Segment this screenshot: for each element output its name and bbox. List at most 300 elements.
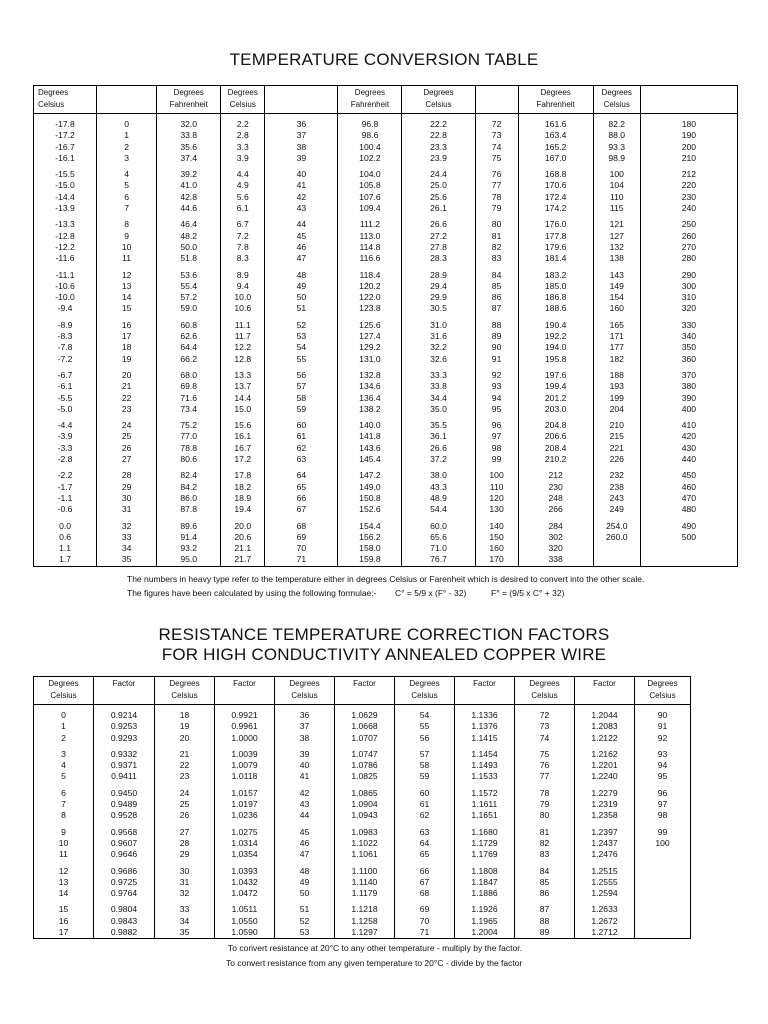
table-cell: 3 [97, 153, 157, 164]
table-cell: 20 [97, 365, 157, 381]
table-cell: 1.0590 [215, 927, 275, 939]
table-cell: 100 [593, 164, 640, 180]
table-cell: 22.8 [402, 130, 475, 141]
table-cell: 40 [275, 760, 335, 771]
table-cell: 1.2162 [575, 744, 635, 760]
table-cell: 98.9 [593, 153, 640, 164]
table-cell: 12.8 [221, 354, 265, 365]
table-cell: 25.0 [402, 180, 475, 191]
table-row [34, 393, 738, 404]
table-cell: 130 [475, 504, 518, 515]
table-cell: 23.9 [402, 153, 475, 164]
table-cell: 0.9411 [94, 771, 155, 782]
column-header [515, 677, 575, 705]
table-cell: 131.0 [338, 354, 402, 365]
table-cell: 204 [593, 404, 640, 415]
table-cell: 7.8 [221, 242, 265, 253]
table-cell: 1.2515 [575, 861, 635, 877]
table-cell: 53 [265, 331, 338, 342]
table-cell: 470 [640, 493, 737, 504]
table-cell: 1.1808 [455, 861, 515, 877]
table-cell: 1.0393 [215, 861, 275, 877]
table-cell: 17.2 [221, 454, 265, 465]
table-row [34, 192, 738, 203]
table-cell: 83 [515, 849, 575, 860]
table-cell: 68.0 [157, 365, 221, 381]
table-cell: 30 [97, 493, 157, 504]
table-cell: 168.8 [518, 164, 593, 180]
table-cell: 24 [97, 415, 157, 431]
header-text: Factor [473, 679, 496, 688]
table-row [34, 543, 738, 554]
table-cell: 0.9607 [94, 838, 155, 849]
table-cell: 10 [34, 838, 94, 849]
table-cell: 43 [265, 203, 338, 214]
table-cell: 41 [275, 771, 335, 782]
table-cell: 28.3 [402, 253, 475, 264]
table-cell: 62 [395, 810, 455, 821]
table-cell: 116.6 [338, 253, 402, 264]
table-cell: 0.9843 [94, 916, 155, 927]
table-cell: -13.3 [34, 214, 97, 230]
table-row [34, 465, 738, 481]
table-cell: 80 [475, 214, 518, 230]
table-cell: 177.8 [518, 231, 593, 242]
table-cell: 32 [97, 516, 157, 532]
table-cell: 123.8 [338, 303, 402, 314]
header-text: Celsius [425, 100, 452, 109]
table-cell: 143 [593, 265, 640, 281]
table-cell: 238 [593, 482, 640, 493]
table-cell: 0.9804 [94, 899, 155, 915]
table-row [34, 331, 738, 342]
table-cell: 1.2594 [575, 888, 635, 899]
table-cell: 1.0039 [215, 744, 275, 760]
table-cell: 165 [593, 315, 640, 331]
table-cell: 201.2 [518, 393, 593, 404]
table-cell: 24 [155, 783, 215, 799]
table-cell: 55 [265, 354, 338, 365]
table-cell: -3.3 [34, 443, 97, 454]
table-cell: 79 [515, 799, 575, 810]
header-text: Celsius [531, 691, 558, 700]
table-cell: 26.6 [402, 214, 475, 230]
table-cell: 118.4 [338, 265, 402, 281]
table-cell: 400 [640, 404, 737, 415]
table-cell: 186.8 [518, 292, 593, 303]
table-cell: 1.0786 [335, 760, 395, 771]
table-row [34, 705, 691, 722]
table-cell: 34 [97, 543, 157, 554]
header-text: Celsius [171, 691, 198, 700]
table-cell: 14.4 [221, 393, 265, 404]
table-row [34, 454, 738, 465]
table-cell: 1.0904 [335, 799, 395, 810]
table-cell: 45 [275, 822, 335, 838]
table-row [34, 493, 738, 504]
table-row [34, 721, 691, 732]
table-cell: 72 [515, 705, 575, 722]
table-row [34, 180, 738, 191]
table-cell: 1.1493 [455, 760, 515, 771]
table-cell: 182 [593, 354, 640, 365]
table-cell: 32.0 [157, 114, 221, 131]
table-cell: 51.8 [157, 253, 221, 264]
table-cell: 71.6 [157, 393, 221, 404]
table-cell: 1.0197 [215, 799, 275, 810]
table-cell: 57 [265, 381, 338, 392]
table-cell: 5.6 [221, 192, 265, 203]
table-cell: 430 [640, 443, 737, 454]
table-cell: 27.8 [402, 242, 475, 253]
table-cell: 132.8 [338, 365, 402, 381]
table-cell: 18 [155, 705, 215, 722]
table-cell: 66 [395, 861, 455, 877]
table-cell: 31.0 [402, 315, 475, 331]
table-cell: 46 [275, 838, 335, 849]
table-cell: 420 [640, 431, 737, 442]
table-cell: 78 [475, 192, 518, 203]
table-cell: 2 [97, 142, 157, 153]
table-cell: 177 [593, 342, 640, 353]
table-cell: 254.0 [593, 516, 640, 532]
table-row [34, 404, 738, 415]
table-cell: 16 [97, 315, 157, 331]
resistance-correction-table [33, 676, 691, 939]
table-cell: 500 [640, 532, 737, 543]
table-row [34, 242, 738, 253]
table-cell: -12.8 [34, 231, 97, 242]
table-cell: 59 [265, 404, 338, 415]
table-cell: 29 [155, 849, 215, 860]
table-cell: 127.4 [338, 331, 402, 342]
table-row [34, 771, 691, 782]
table-cell: 49 [275, 877, 335, 888]
header-text: Degrees [409, 679, 440, 688]
table-cell: 52 [265, 315, 338, 331]
column-header [221, 86, 265, 114]
table-cell: 78.8 [157, 443, 221, 454]
table-cell: 63 [395, 822, 455, 838]
table-cell: 0.9253 [94, 721, 155, 732]
table-cell: 35.5 [402, 415, 475, 431]
table-cell: 1.1572 [455, 783, 515, 799]
table-cell: 93 [635, 744, 691, 760]
table-cell: 60 [395, 783, 455, 799]
table-cell: 51 [265, 303, 338, 314]
table-cell: 210 [593, 415, 640, 431]
table-cell: -6.1 [34, 381, 97, 392]
table-cell: 0.6 [34, 532, 97, 543]
table-cell: 266 [518, 504, 593, 515]
column-header [265, 86, 338, 114]
header-text: Degrees [169, 679, 200, 688]
table-cell: -17.2 [34, 130, 97, 141]
table-cell: 67 [265, 504, 338, 515]
table-row [34, 164, 738, 180]
table-cell [593, 554, 640, 566]
table-cell: 82.2 [593, 114, 640, 131]
table-cell: 99 [475, 454, 518, 465]
table-cell: 0.9921 [215, 705, 275, 722]
table-cell: 88.0 [593, 130, 640, 141]
header-text: Degrees [289, 679, 320, 688]
table-cell: -3.9 [34, 431, 97, 442]
table-cell: 61 [265, 431, 338, 442]
table-cell: 75 [515, 744, 575, 760]
table-cell [635, 849, 691, 860]
table-cell: 37.4 [157, 153, 221, 164]
table-cell: 1.0354 [215, 849, 275, 860]
table-cell: 13 [34, 877, 94, 888]
table-cell: 1.2437 [575, 838, 635, 849]
table-cell: 1.1965 [455, 916, 515, 927]
table-cell: 14 [34, 888, 94, 899]
table-cell: 12.2 [221, 342, 265, 353]
table-cell: 44.6 [157, 203, 221, 214]
table-cell: 31 [97, 504, 157, 515]
table-cell: 8.9 [221, 265, 265, 281]
table-cell: 1.2004 [455, 927, 515, 939]
table-cell: 12 [34, 861, 94, 877]
table-cell: 26 [97, 443, 157, 454]
table-cell: 76 [515, 760, 575, 771]
table-row [34, 899, 691, 915]
table-cell: 84.2 [157, 482, 221, 493]
table-cell: 0.9214 [94, 705, 155, 722]
table-cell: 204.8 [518, 415, 593, 431]
table-cell: -6.7 [34, 365, 97, 381]
table-cell: 39 [265, 153, 338, 164]
table-cell: 40 [265, 164, 338, 180]
table-cell: 54 [265, 342, 338, 353]
header-text: Factor [233, 679, 256, 688]
table-cell: -9.4 [34, 303, 97, 314]
header-text: Celsius [603, 100, 630, 109]
table-cell: 61 [395, 799, 455, 810]
table-cell: 380 [640, 381, 737, 392]
table-cell: 0.9528 [94, 810, 155, 821]
table-cell: 1.1680 [455, 822, 515, 838]
table-cell: 26 [155, 810, 215, 821]
table-cell: 8 [97, 214, 157, 230]
table-cell: 57 [395, 744, 455, 760]
table-row [34, 203, 738, 214]
table-cell: 1.0314 [215, 838, 275, 849]
table-cell: 99 [635, 822, 691, 838]
table-cell: 1.1729 [455, 838, 515, 849]
table-cell: 232 [593, 465, 640, 481]
table-cell: 179.6 [518, 242, 593, 253]
table-cell: 37 [275, 721, 335, 732]
table-cell: 249 [593, 504, 640, 515]
table-cell: 15.6 [221, 415, 265, 431]
table-cell: 320 [518, 543, 593, 554]
table-cell: 21.7 [221, 554, 265, 566]
table-cell: 250 [640, 214, 737, 230]
table-cell: 73.4 [157, 404, 221, 415]
table-cell: 94 [475, 393, 518, 404]
table-cell: 19 [97, 354, 157, 365]
table-cell: 1 [97, 130, 157, 141]
table-row [34, 153, 738, 164]
table-cell: 35 [155, 927, 215, 939]
table-cell: 33 [97, 532, 157, 543]
table-cell: 1.0118 [215, 771, 275, 782]
table-cell: 284 [518, 516, 593, 532]
header-text: Fahrenheit [350, 100, 390, 109]
table-cell: 149 [593, 281, 640, 292]
table-cell: 48.9 [402, 493, 475, 504]
column-header [34, 86, 97, 114]
table-cell: 1.2358 [575, 810, 635, 821]
table-cell: 1.1100 [335, 861, 395, 877]
formulae-intro: The figures have been calculated by using the following formulae:- [127, 588, 377, 598]
column-header [640, 86, 737, 114]
table-cell: 210.2 [518, 454, 593, 465]
table-cell: 62 [265, 443, 338, 454]
table-cell: 80.6 [157, 454, 221, 465]
table-cell: 1.2122 [575, 733, 635, 744]
table-cell: -8.3 [34, 331, 97, 342]
conversion-note-formulae [127, 588, 565, 598]
table-cell: 31.6 [402, 331, 475, 342]
column-header [635, 677, 691, 705]
table-cell: 96.8 [338, 114, 402, 131]
table-cell: 39 [275, 744, 335, 760]
table-cell: 10 [97, 242, 157, 253]
table-cell: 390 [640, 393, 737, 404]
table-cell: 62.6 [157, 331, 221, 342]
table-cell: 82 [515, 838, 575, 849]
table-cell: 9.4 [221, 281, 265, 292]
table-cell: 44 [275, 810, 335, 821]
table-row [34, 315, 738, 331]
table-cell: 37.2 [402, 454, 475, 465]
column-header [155, 677, 215, 705]
table-cell: 210 [640, 153, 737, 164]
table-cell: 1.1376 [455, 721, 515, 732]
table-row [34, 231, 738, 242]
table-cell: 4 [34, 760, 94, 771]
table-cell: 270 [640, 242, 737, 253]
table-cell: 9 [34, 822, 94, 838]
table-cell: 5 [34, 771, 94, 782]
table-cell: 199 [593, 393, 640, 404]
table-cell: 0.9646 [94, 849, 155, 860]
table-cell: 38 [265, 142, 338, 153]
table-cell: 147.2 [338, 465, 402, 481]
table-cell: 340 [640, 331, 737, 342]
table-cell: 1.1297 [335, 927, 395, 939]
table-cell: 320 [640, 303, 737, 314]
table-cell: 197.6 [518, 365, 593, 381]
table-cell: 122.0 [338, 292, 402, 303]
table-cell: 81 [475, 231, 518, 242]
table-cell: 31 [155, 877, 215, 888]
table-cell: 136.4 [338, 393, 402, 404]
table-cell [635, 899, 691, 915]
table-cell: 1.0983 [335, 822, 395, 838]
table-cell: 10.0 [221, 292, 265, 303]
table-row [34, 415, 738, 431]
table-cell: 1.0865 [335, 783, 395, 799]
table-row [34, 504, 738, 515]
table-cell: 138.2 [338, 404, 402, 415]
table-cell: 18.2 [221, 482, 265, 493]
table-cell: 1.1454 [455, 744, 515, 760]
header-text: Fahrenheit [169, 100, 208, 109]
table-cell: 220 [640, 180, 737, 191]
table-cell: 88 [475, 315, 518, 331]
table-cell: 134.6 [338, 381, 402, 392]
table-cell: 68 [395, 888, 455, 899]
table-cell: 93.2 [157, 543, 221, 554]
table-row [34, 292, 738, 303]
table-cell: 41.0 [157, 180, 221, 191]
table-cell: 29 [97, 482, 157, 493]
table-cell: 9 [97, 231, 157, 242]
table-cell: 290 [640, 265, 737, 281]
table-cell: 18 [97, 342, 157, 353]
table-cell: 0.9764 [94, 888, 155, 899]
table-cell: 1.0943 [335, 810, 395, 821]
table-cell: 18.9 [221, 493, 265, 504]
table-cell: 43 [275, 799, 335, 810]
table-cell: 76.7 [402, 554, 475, 566]
table-cell: 8.3 [221, 253, 265, 264]
table-cell: 19 [155, 721, 215, 732]
table-cell: 100 [635, 838, 691, 849]
table-cell [635, 888, 691, 899]
table-cell: 1.2476 [575, 849, 635, 860]
table-cell [635, 877, 691, 888]
table-cell: 7.2 [221, 231, 265, 242]
table-cell: 54.4 [402, 504, 475, 515]
table-cell: 22 [97, 393, 157, 404]
table-cell: 17 [97, 331, 157, 342]
table-cell: 66.2 [157, 354, 221, 365]
column-header [593, 86, 640, 114]
header-text: Degrees [48, 679, 79, 688]
table-cell: -16.7 [34, 142, 97, 153]
table-cell: 1.2397 [575, 822, 635, 838]
table-cell: 89 [475, 331, 518, 342]
table-cell: 6.1 [221, 203, 265, 214]
table-cell: 230 [640, 192, 737, 203]
table-row [34, 253, 738, 264]
table-cell: 51 [275, 899, 335, 915]
table-cell: 98.6 [338, 130, 402, 141]
table-cell: 15 [97, 303, 157, 314]
table-cell: 1.1 [34, 543, 97, 554]
table-cell: 1.7 [34, 554, 97, 566]
table-row [34, 744, 691, 760]
table-cell [635, 916, 691, 927]
header-text: Degrees [173, 88, 204, 97]
table-cell: 64.4 [157, 342, 221, 353]
table-cell: 0.9725 [94, 877, 155, 888]
table-cell: 44 [265, 214, 338, 230]
table-cell: 138 [593, 253, 640, 264]
table-cell: 52 [275, 916, 335, 927]
table-cell: 260.0 [593, 532, 640, 543]
table-cell: 47 [275, 849, 335, 860]
table-cell: 77 [515, 771, 575, 782]
table-row [34, 554, 738, 566]
table-cell: 28 [97, 465, 157, 481]
table-cell: 77 [475, 180, 518, 191]
